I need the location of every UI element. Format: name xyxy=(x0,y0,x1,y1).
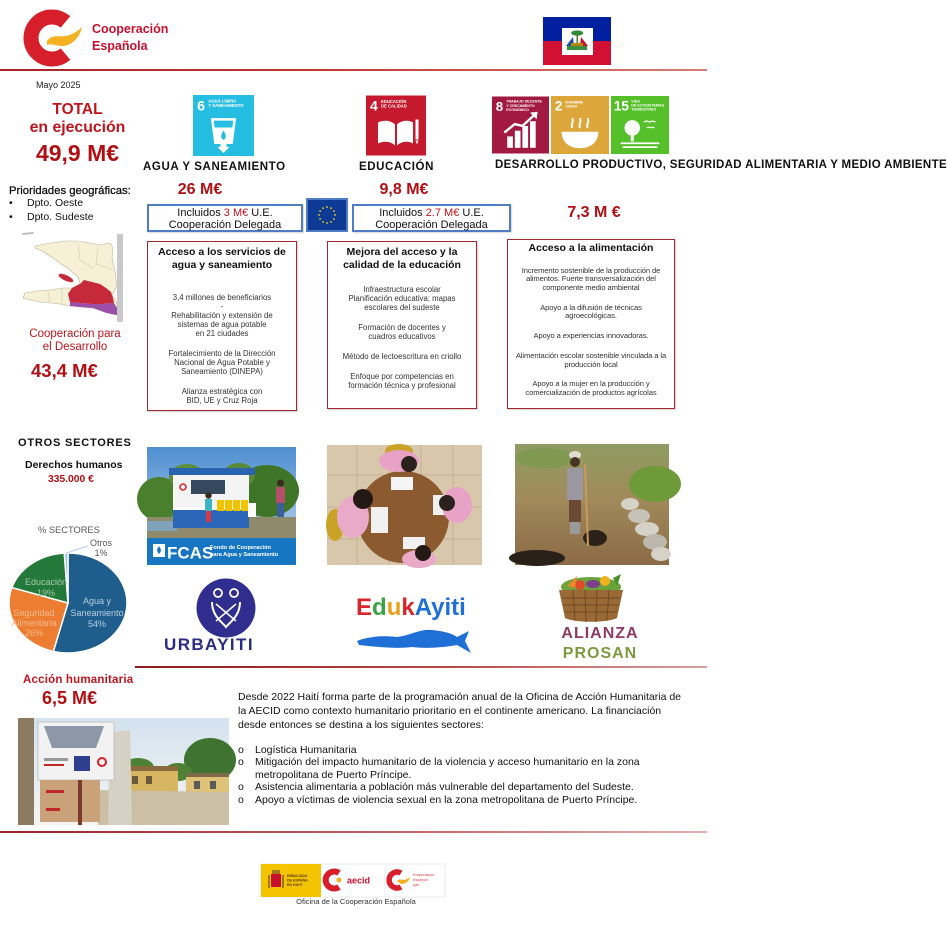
sdg6-number: 6 xyxy=(197,98,205,115)
humanitarian-sector-item xyxy=(238,781,703,793)
development-cooperation-amount: 43,4 M€ xyxy=(31,360,98,381)
human-rights-amount: 335.000 € xyxy=(48,474,94,485)
sdg2-zero-hunger-icon xyxy=(551,96,609,154)
sdg8-title-line: TRABAJO DECENTE xyxy=(506,99,542,104)
priority-item xyxy=(9,196,83,210)
fcas-banner-line2: para Agua y Saneamiento xyxy=(210,552,279,558)
prosan-basket-logo xyxy=(553,572,629,624)
sdg15-title-line: TERRESTRES xyxy=(631,107,656,112)
sector-amount-productive: 7,3 M € xyxy=(567,204,621,221)
farmer-field-photo xyxy=(515,444,669,565)
eu-delegated-note-education xyxy=(352,204,511,232)
eu-flag-icon xyxy=(306,198,348,232)
humanitarian-sector-item xyxy=(238,756,703,781)
humanitarian-school-photo xyxy=(18,718,229,825)
footer-caption: Oficina de la Cooperación Española xyxy=(296,897,416,906)
bullet-icon: o xyxy=(238,756,244,769)
pie-label-educacion-value: 19% xyxy=(36,587,55,598)
humanitarian-sector-item xyxy=(238,744,703,756)
gonave-island xyxy=(58,272,75,284)
header-divider xyxy=(0,69,707,71)
pie-label-seguridad-name: Seguridad Alimentaria xyxy=(11,608,57,628)
edukayiti-letter: d xyxy=(372,594,387,621)
card-paragraph: Alimentación escolar sostenible vinculada a la producción local xyxy=(515,350,667,369)
card-paragraph: Fortalecimiento de la Dirección Nacional de Agua Potable y Saneamiento (DINEPA) xyxy=(168,349,276,376)
logo-yellow-wave-shape xyxy=(47,27,82,46)
edukayiti-letter: E xyxy=(356,594,373,621)
humanitarian-amount: 6,5 M€ xyxy=(42,688,98,708)
pie-label-seguridad xyxy=(8,608,60,638)
bullet-icon: • xyxy=(9,211,13,223)
sdg4-number: 4 xyxy=(370,97,378,114)
eu-note-line2: Cooperación Delegada xyxy=(168,219,282,231)
bullet-icon: o xyxy=(238,744,244,756)
pie-label-seguridad-value: 26% xyxy=(24,628,43,638)
card-paragraph: Método de lectoescritura en criollo xyxy=(342,351,462,361)
edukayiti-letter: u xyxy=(386,594,402,621)
card-title: Mejora del acceso y la calidad de la educación xyxy=(343,246,461,272)
organization-name-line1: Cooperación xyxy=(92,22,169,36)
geographic-priorities-title: Prioridades geográficas: xyxy=(9,185,131,197)
sdg8-decent-work-icon xyxy=(492,96,549,154)
card-food-access xyxy=(507,239,675,409)
card-title: Acceso a la alimentación xyxy=(528,241,654,254)
bullet-icon: o xyxy=(238,793,244,806)
fcas-banner-line1: Fondo de Cooperación xyxy=(210,545,271,551)
card-paragraph: Apoyo a la difusión de técnicas agroecológicas. xyxy=(540,302,642,321)
fcas-water-kiosk-photo xyxy=(147,447,296,565)
organization-name-line2: Española xyxy=(92,39,148,53)
prosan-logo-line2: PROSAN xyxy=(562,645,638,662)
footer-institution-logos xyxy=(261,864,445,897)
sector-heading-water: AGUA Y SANEAMIENTO xyxy=(143,161,286,173)
humanitarian-sector-list xyxy=(238,744,703,806)
eu-note-prefix: Incluidos xyxy=(177,207,221,219)
card-paragraph: Incremento sostenible de la producción de alimentos. Fuerte transversalización del componente medio ambiental xyxy=(521,265,661,292)
sector-heading-education: EDUCACIÓN xyxy=(358,161,435,173)
sdg2-title-line: CERO xyxy=(565,103,578,109)
card-paragraph: Apoyo a experiencias innovadoras. xyxy=(533,331,649,341)
human-rights-label: Derechos humanos xyxy=(25,459,123,471)
development-cooperation-label-line2: el Desarrollo xyxy=(42,341,108,353)
total-amount: 49,9 M€ xyxy=(35,140,120,166)
kooperasyon-logo-line: Espanyòl xyxy=(413,878,428,882)
classroom-children-photo xyxy=(327,445,482,565)
dominican-republic-area xyxy=(117,234,123,322)
sdg8-title-line: Y CRECIMIENTO xyxy=(506,103,535,108)
development-cooperation-label-line1: Cooperación para xyxy=(29,328,121,340)
eu-note-amount: 3 M€ xyxy=(223,207,249,219)
card-water-access xyxy=(147,241,297,411)
pie-label-agua xyxy=(65,596,129,631)
card-paragraph: 3,4 millones de beneficiarios - Rehabilitación y extensión de sistemas de agua potable en 21 ciudades xyxy=(171,293,273,338)
tortuga-island xyxy=(22,232,34,235)
edukayiti-letter: k xyxy=(401,594,415,621)
pie-label-agua-name: Agua y Saneamiento xyxy=(70,596,124,618)
report-date: Mayo 2025 xyxy=(36,80,81,90)
sdg2-number: 2 xyxy=(554,98,563,114)
humanitarian-sector-item xyxy=(238,794,703,806)
card-paragraph: Enfoque por competencias en formación técnica y profesional xyxy=(348,371,456,390)
humanitarian-sector-text: Asistencia alimentaria a población más vulnerable del departamento del Sudeste. xyxy=(255,781,634,794)
pie-label-agua-value: 54% xyxy=(87,619,106,629)
priority-item-label: Dpto. Sudeste xyxy=(27,211,94,223)
sdg15-life-on-land-icon xyxy=(611,96,669,154)
edukayiti-logo-text xyxy=(356,594,466,622)
sdg15-title-line: DE ECOSISTEMAS xyxy=(631,103,665,108)
pie-label-educacion-name: Educación xyxy=(24,577,68,587)
pie-label-otros-value: 1% xyxy=(94,548,108,558)
total-label-line1: TOTAL xyxy=(52,101,103,118)
eu-note-line2: Cooperación Delegada xyxy=(375,219,488,231)
section-divider xyxy=(135,666,707,668)
card-education-quality xyxy=(327,241,477,409)
bullet-icon: o xyxy=(238,781,244,794)
sdg4-title-line: EDUCACIÓN xyxy=(381,99,407,104)
eu-note-suffix: U.E. xyxy=(251,207,273,219)
urbayiti-logo-text: URBAYITI xyxy=(164,635,254,654)
pie-leader-line-otros xyxy=(66,546,88,553)
kooperasyon-logo-line: Ayiti xyxy=(413,883,419,887)
embassy-logo-line: EN HAITÍ xyxy=(287,883,303,887)
pie-label-otros-name: Otros xyxy=(89,538,112,548)
sdg8-title-line: ECONÓMICO xyxy=(506,107,529,112)
eu-delegated-note-water xyxy=(147,204,303,232)
card-paragraph: Infraestructura escolar Planificación educativa: mapas escolares del sudeste xyxy=(348,284,456,312)
edukayiti-island-shape xyxy=(357,627,472,654)
card-paragraph: Apoyo a la mujer en la producción y comercialización de productos agrícolas xyxy=(525,379,657,397)
card-paragraph: Formación de docentes y cuadros educativos xyxy=(358,322,446,341)
bullet-icon: • xyxy=(9,197,13,209)
humanitarian-sector-text: Apoyo a víctimas de violencia sexual en la zona metropolitana de Puerto Príncipe. xyxy=(255,793,638,806)
humanitarian-sector-text: Mitigación del impacto humanitario de la violencia y acceso humanitario en la zona metropolitana de Puerto Príncipe. xyxy=(255,756,640,781)
humanitarian-title: Acción humanitaria xyxy=(23,674,134,686)
eu-note-amount: 2.7 M€ xyxy=(425,207,460,219)
eu-note-line1 xyxy=(354,207,509,219)
sdg2-title-line: HAMBRE xyxy=(565,99,584,105)
sdg15-title-line: VIDA xyxy=(631,99,641,104)
eu-note-suffix: U.E. xyxy=(462,207,484,219)
pie-label-otros xyxy=(88,538,114,558)
humanitarian-intro-text: Desde 2022 Haití forma parte de la programación anual de la Oficina de Acción Humanitaria de la AECID como contexto humanitario prioritario en el continente americano. La financiación desde entonces se destina a los siguientes sectores: xyxy=(238,691,682,731)
eu-note-line1 xyxy=(149,207,301,219)
sdg15-number: 15 xyxy=(613,98,629,114)
card-body xyxy=(328,285,476,401)
prosan-logo-line1: ALIANZA xyxy=(561,625,639,642)
chart-title: % SECTORES xyxy=(38,525,100,535)
other-sectors-title: OTROS SECTORES xyxy=(18,437,132,449)
cooperacion-espanola-logo xyxy=(18,6,88,70)
sector-amount-education: 9,8 M€ xyxy=(379,181,429,198)
sector-heading-productive: DESARROLLO PRODUCTIVO, SEGURIDAD ALIMENTARIA Y MEDIO AMBIENTE xyxy=(495,159,947,171)
card-body xyxy=(508,267,674,409)
total-label-line2: en ejecución xyxy=(29,119,126,136)
eu-note-prefix: Incluidos xyxy=(379,207,423,219)
kooperasyon-logo-line: Kooperasyon xyxy=(413,873,435,877)
embassy-logo-line: DE ESPAÑA xyxy=(287,878,308,883)
embassy-logo-line: EMBAJADA xyxy=(287,874,308,878)
pie-label-educacion xyxy=(18,577,74,598)
sdg6-title-line: AGUA LIMPIA xyxy=(208,98,237,104)
sdg6-water-icon xyxy=(193,95,254,156)
priority-item xyxy=(9,210,94,224)
sdg4-title-line: DE CALIDAD xyxy=(381,103,407,109)
humanitarian-sector-text: Logística Humanitaria xyxy=(255,744,357,756)
haiti-flag-icon xyxy=(543,17,611,65)
priority-item-label: Dpto. Oeste xyxy=(27,197,84,209)
fcas-banner-brand: FCAS xyxy=(167,543,214,563)
card-paragraph: Alianza estratégica con BID, UE y Cruz Roja xyxy=(181,387,263,405)
sector-amount-water: 26 M€ xyxy=(177,181,223,198)
sdg4-education-icon xyxy=(366,95,426,156)
card-title: Acceso a los servicios de agua y saneamiento xyxy=(158,246,286,272)
urbayiti-logo-emblem xyxy=(194,577,258,639)
footer-divider xyxy=(0,831,707,833)
card-body xyxy=(148,293,296,416)
haiti-map xyxy=(18,230,123,322)
sdg8-number: 8 xyxy=(495,98,504,114)
aecid-logo-text: aecid xyxy=(347,875,371,886)
organization-name xyxy=(92,21,168,55)
sdg6-title-line: Y SANEAMIENTO xyxy=(208,103,244,109)
edukayiti-letter: Ayiti xyxy=(414,594,466,621)
